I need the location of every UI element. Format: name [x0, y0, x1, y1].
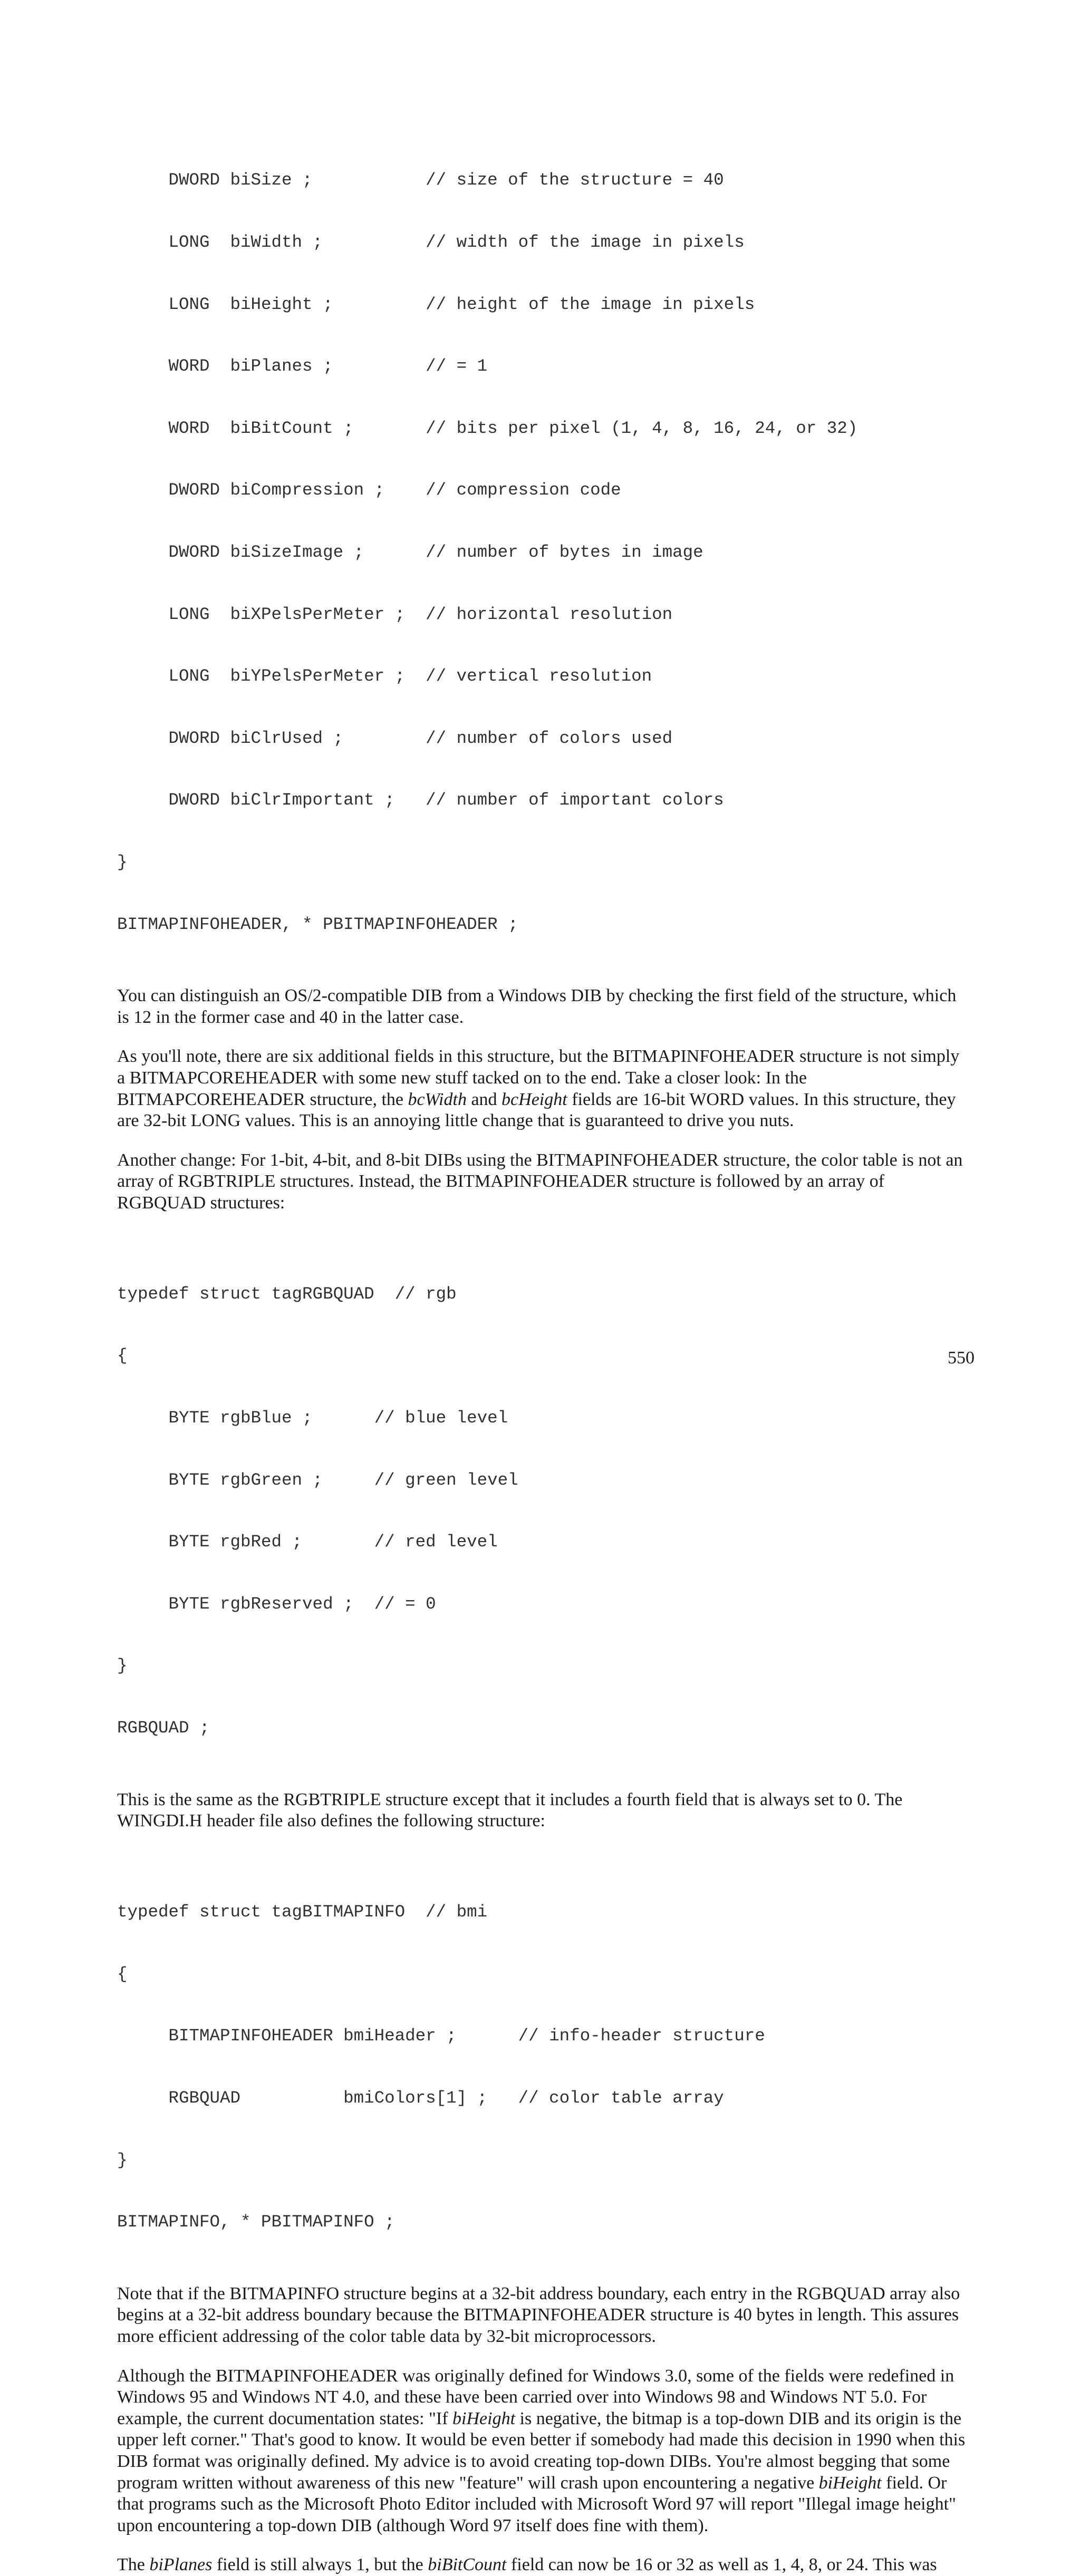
code-line: BYTE rgbGreen ; // green level	[117, 1470, 518, 1490]
code-line: BITMAPINFOHEADER, * PBITMAPINFOHEADER ;	[117, 914, 518, 934]
code-block-bitmapinfoheader	[117, 129, 971, 976]
code-line: WORD biPlanes ; // = 1	[117, 356, 488, 376]
code-line: RGBQUAD bmiColors[1] ; // color table array	[117, 2088, 724, 2108]
code-line: WORD biBitCount ; // bits per pixel (1, 4, 8, 16, 24, or 32)	[117, 418, 858, 438]
paragraph-rgbtriple-comparison: This is the same as the RGBTRIPLE structure except that it includes a fourth field that is always set to 0. The WINGDI.H header file also defines the following structure:	[117, 1789, 903, 1831]
code-line: DWORD biClrImportant ; // number of important colors	[117, 790, 724, 810]
code-line: }	[117, 1656, 128, 1676]
paragraph-os2-distinguish: You can distinguish an OS/2-compatible DIB from a Windows DIB by checking the first field of the structure, which is 12 in the former case and 40 in the latter case.	[117, 986, 957, 1027]
code-line: BYTE rgbBlue ; // blue level	[117, 1408, 508, 1428]
code-line: DWORD biClrUsed ; // number of colors used	[117, 728, 673, 748]
code-block-rgbquad	[117, 1242, 971, 1779]
code-line: BYTE rgbReserved ; // = 0	[117, 1594, 436, 1614]
code-line: BITMAPINFOHEADER bmiHeader ; // info-header structure	[117, 2026, 765, 2046]
code-line: {	[117, 1346, 128, 1366]
paragraph-additional-fields: As you'll note, there are six additional fields in this structure, but the BITMAPINFOHEADER structure is not simply a BITMAPCOREHEADER with some new stuff tacked on to the end. Take a closer look: In the BITMAPCOREHEADER structure, the bcWidth and bcHeight fields are 16-bit WORD values. In this structure, they are 32-bit LONG values. This is an annoying little change that is guaranteed to drive you nuts.	[117, 1047, 960, 1131]
code-line: LONG biWidth ; // width of the image in pixels	[117, 233, 745, 252]
paragraph-address-boundary: Note that if the BITMAPINFO structure begins at a 32-bit address boundary, each entry in the RGBQUAD array also begins at a 32-bit address boundary because the BITMAPINFOHEADER structure is 40 bytes in length. This assures more efficient addressing of the color table data by 32-bit microprocessors.	[117, 2283, 960, 2346]
code-block-bitmapinfo	[117, 1861, 971, 2274]
code-line: LONG biHeight ; // height of the image in pixels	[117, 294, 755, 314]
code-line: BYTE rgbRed ; // red level	[117, 1532, 498, 1552]
code-line: LONG biYPelsPerMeter ; // vertical resolution	[117, 666, 652, 686]
code-line: DWORD biSizeImage ; // number of bytes in image	[117, 542, 703, 562]
code-line: typedef struct tagBITMAPINFO // bmi	[117, 1902, 488, 1922]
paragraph-top-down-dib: Although the BITMAPINFOHEADER was originally defined for Windows 3.0, some of the fields were redefined in Windows 95 and Windows NT 4.0, and these have been carried over into Windows 98 and Windows NT 5.0. For example, the current documentation states: "If biHeight is negative, the bitmap is a top-down DIB and its origin is the upper left corner." That's good to know. It would be even better if somebody had made this decision in 1990 when this DIB format was originally defined. My advice is to avoid creating top-down DIBs. You're almost begging that some program written without awareness of this new "feature" will crash upon encountering a negative biHeight field. Or that programs such as the Microsoft Photo Editor included with Microsoft Word 97 will report "Illegal image height" upon encountering a top-down DIB (although Word 97 itself does fine with them).	[117, 2366, 966, 2535]
page-number: 550	[948, 1348, 975, 1368]
code-line: {	[117, 1964, 128, 1984]
paragraph-another-change: Another change: For 1-bit, 4-bit, and 8-bit DIBs using the BITMAPINFOHEADER structure, the color table is not an array of RGBTRIPLE structures. Instead, the BITMAPINFOHEADER structure is followed by an array of RGBQUAD structures:	[117, 1150, 963, 1213]
code-line: typedef struct tagRGBQUAD // rgb	[117, 1284, 457, 1304]
code-line: DWORD biCompression ; // compression code	[117, 480, 621, 500]
paragraph-biplanes: The biPlanes field is still always 1, but the biBitCount field can now be 16 or 32 as well as 1, 4, 8, or 24. This was	[117, 2555, 937, 2575]
code-line: BITMAPINFO, * PBITMAPINFO ;	[117, 2212, 395, 2232]
code-line: DWORD biSize ; // size of the structure = 40	[117, 170, 724, 190]
code-line: }	[117, 2150, 128, 2170]
code-line: LONG biXPelsPerMeter ; // horizontal resolution	[117, 604, 673, 624]
code-line: RGBQUAD ;	[117, 1718, 210, 1738]
document-page	[117, 129, 971, 2576]
code-line: }	[117, 852, 128, 872]
